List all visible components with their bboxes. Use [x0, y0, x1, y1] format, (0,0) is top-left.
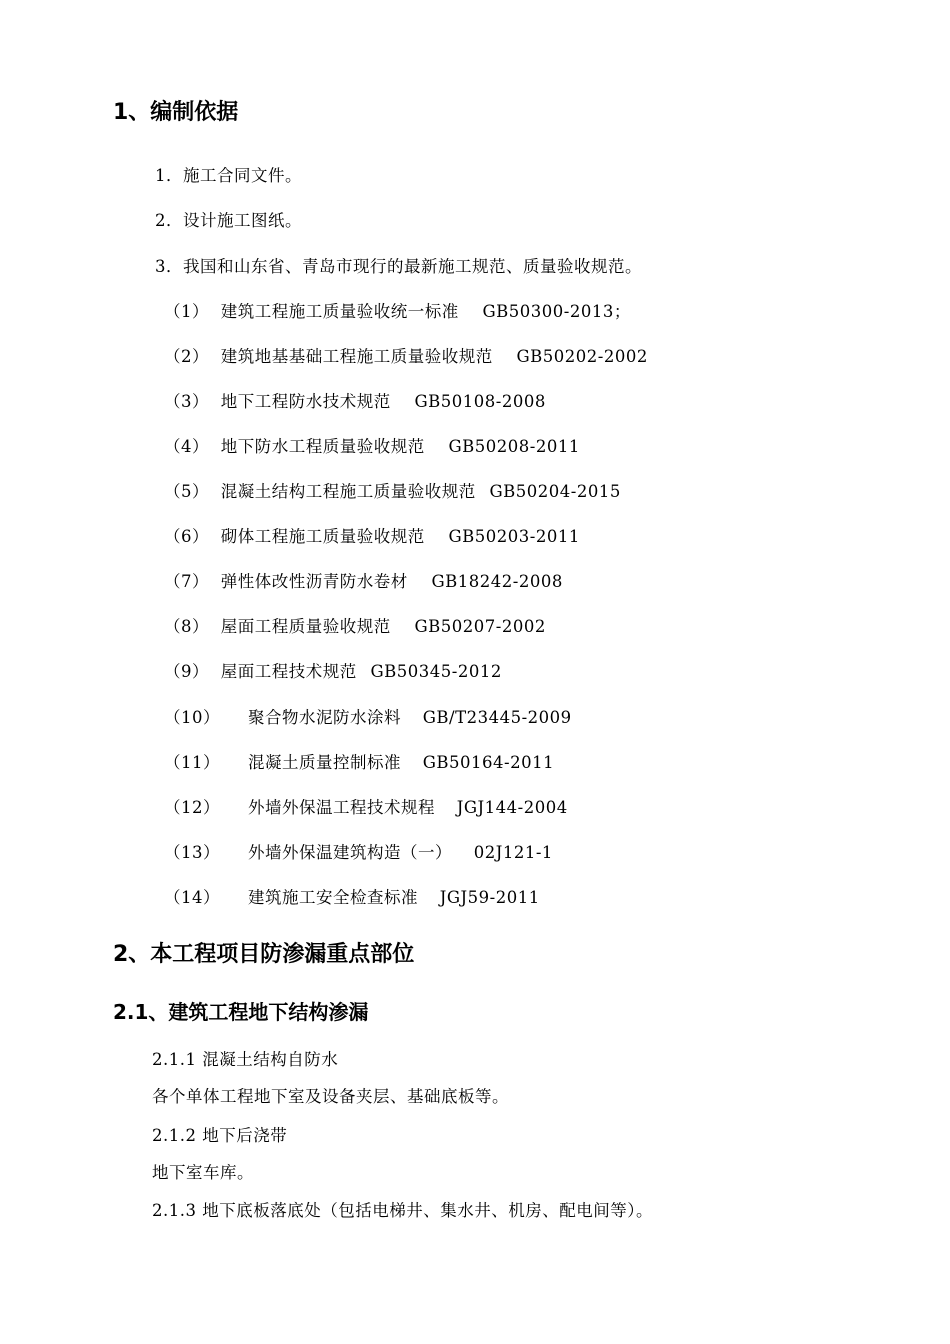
standard-code: JGJ144-2004 [456, 798, 568, 817]
standard-name: 砌体工程施工质量验收规范 [220, 527, 425, 546]
standard-code: 02J121-1 [473, 843, 553, 862]
standard-name: 混凝土结构工程施工质量验收规范 [220, 482, 476, 501]
standard-name: 建筑工程施工质量验收统一标准 [220, 302, 459, 321]
standard-number: （6） [164, 527, 209, 546]
subsection-2-1-2-title: 2.1.2 地下后浇带 [152, 1126, 288, 1145]
standard-name: 屋面工程质量验收规范 [220, 617, 391, 636]
standard-name: 地下防水工程质量验收规范 [220, 437, 425, 456]
standard-number: （2） [164, 347, 209, 366]
standard-row [164, 568, 563, 592]
standard-number: （13） [164, 843, 220, 862]
standard-name: 混凝土质量控制标准 [248, 753, 401, 772]
standard-number: （8） [164, 617, 209, 636]
basis-item-1: 1．施工合同文件。 [155, 166, 302, 185]
standard-row [164, 794, 568, 818]
standard-row [164, 658, 502, 682]
standard-code: GB50164-2011 [422, 753, 555, 772]
section-2-heading: 2、本工程项目防渗漏重点部位 [113, 942, 415, 967]
standard-row [164, 523, 580, 547]
standard-row [164, 704, 572, 728]
standard-number: （10） [164, 708, 220, 727]
standard-code: GB50300-2013； [482, 302, 631, 321]
subsection-2-1-2-text: 地下室车库。 [152, 1163, 254, 1182]
standard-row [164, 478, 621, 502]
standard-row [164, 298, 631, 322]
section-1-heading: 1、编制依据 [113, 100, 239, 125]
standard-number: （14） [164, 888, 220, 907]
standard-number: （11） [164, 753, 220, 772]
standard-code: JGJ59-2011 [439, 888, 540, 907]
standard-code: GB50345-2012 [370, 662, 502, 681]
standard-code: GB50204-2015 [489, 482, 621, 501]
standard-number: （12） [164, 798, 220, 817]
standard-row [164, 613, 546, 637]
standard-code: GB50207-2002 [414, 617, 546, 636]
standard-code: GB/T23445-2009 [422, 708, 572, 727]
subsection-2-1-3-title: 2.1.3 地下底板落底处（包括电梯井、集水井、机房、配电间等）。 [152, 1201, 653, 1220]
standard-row [164, 839, 553, 863]
standard-row [164, 749, 554, 773]
standard-name: 建筑施工安全检查标准 [248, 888, 418, 907]
standard-name: 外墙外保温建筑构造（一） [248, 843, 452, 862]
standard-row [164, 343, 648, 367]
standard-code: GB50108-2008 [414, 392, 546, 411]
standard-number: （5） [164, 482, 209, 501]
standard-number: （1） [164, 302, 209, 321]
standard-code: GB50202-2002 [516, 347, 648, 366]
standard-number: （7） [164, 572, 209, 591]
standard-number: （9） [164, 662, 209, 681]
standard-name: 建筑地基基础工程施工质量验收规范 [220, 347, 493, 366]
standard-number: （3） [164, 392, 209, 411]
standard-row [164, 433, 580, 457]
standard-code: GB50203-2011 [448, 527, 580, 546]
standard-name: 外墙外保温工程技术规程 [248, 798, 435, 817]
standard-number: （4） [164, 437, 209, 456]
standard-name: 地下工程防水技术规范 [220, 392, 391, 411]
section-2-1-heading: 2.1、建筑工程地下结构渗漏 [113, 1000, 369, 1024]
basis-item-2: 2．设计施工图纸。 [155, 211, 302, 230]
standard-row [164, 884, 540, 908]
subsection-2-1-1-text: 各个单体工程地下室及设备夹层、基础底板等。 [152, 1087, 509, 1106]
subsection-2-1-1-title: 2.1.1 混凝土结构自防水 [152, 1050, 339, 1069]
standard-code: GB50208-2011 [448, 437, 580, 456]
standard-name: 聚合物水泥防水涂料 [248, 708, 401, 727]
basis-item-3: 3．我国和山东省、青岛市现行的最新施工规范、质量验收规范。 [155, 257, 642, 276]
standard-name: 弹性体改性沥青防水卷材 [220, 572, 408, 591]
standard-code: GB18242-2008 [431, 572, 563, 591]
standard-name: 屋面工程技术规范 [220, 662, 357, 681]
standard-row [164, 388, 546, 412]
